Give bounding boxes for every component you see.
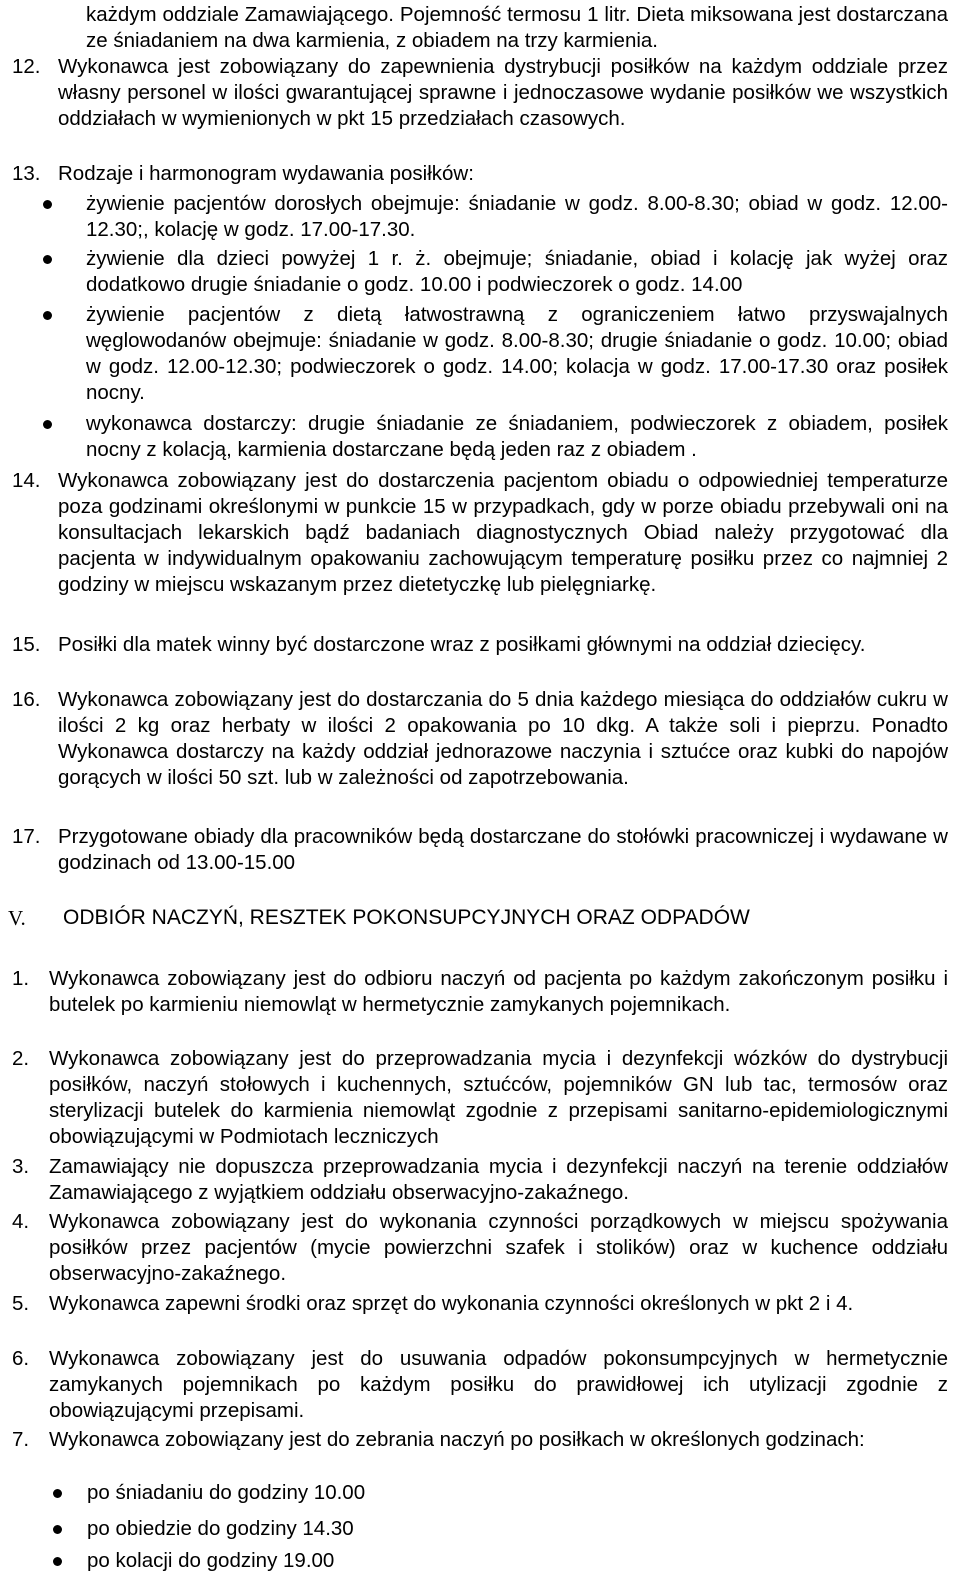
bullet-text: żywienie dla dzieci powyżej 1 r. ż. obejmuje; śniadanie, obiad i kolację jak wyżej oraz dodatkowo drugie śniadanie o godz. 10.00 i podwieczorek o godz. 14.00 [86, 247, 948, 296]
bullet-icon [43, 200, 52, 209]
item-number: 16. [12, 688, 41, 711]
item-number: 17. [12, 825, 41, 848]
bullet-icon [53, 1525, 62, 1534]
item-number: 12. [12, 55, 41, 78]
item-number: 6. [12, 1347, 30, 1370]
bullet-icon [43, 255, 52, 264]
bullet-text: po kolacji do godziny 19.00 [87, 1549, 335, 1572]
item-text: Wykonawca zobowiązany jest do usuwania odpadów pokonsumpcyjnych w hermetycznie zamykanych pojemnikach po każdym posiłku do prawidłowej ich utylizacji zgodnie z obowiązującymi przepisami. [49, 1347, 948, 1422]
item-text: Wykonawca zobowiązany jest do zebrania naczyń po posiłkach w określonych godzinach: [49, 1428, 865, 1451]
item-text: Wykonawca zobowiązany jest do dostarczenia pacjentom obiadu o odpowiedniej temperaturze poza godzinami określonymi w punkcie 15 w przypadkach, gdy w porze obiadu przebywali oni na konsultacjach lekarskich bądź badaniach diagnostycznych Obiad należy przygotować dla pacjenta w indywidualnym opakowaniu zachowującym temperaturę posiłku przez co najmniej 2 godziny w miejscu wskazanym przez dietetyczkę lub pielęgniarkę. [58, 469, 948, 596]
bullet-icon [53, 1489, 62, 1498]
bullet-icon [53, 1557, 62, 1566]
item-number: 5. [12, 1292, 30, 1315]
item-number: 14. [12, 469, 41, 492]
section-number: V. [8, 906, 26, 930]
item-text: Posiłki dla matek winny być dostarczone wraz z posiłkami głównymi na oddział dziecięcy. [58, 633, 866, 656]
bullet-icon [43, 420, 52, 429]
item-text: Wykonawca zobowiązany jest do odbioru naczyń od pacjenta po każdym zakończonym posiłku i butelek po karmieniu niemowląt w hermetycznie zamykanych pojemnikach. [49, 967, 948, 1016]
item-number: 7. [12, 1428, 30, 1451]
bullet-text: po śniadaniu do godziny 10.00 [87, 1481, 366, 1504]
bullet-icon [43, 311, 52, 320]
item-text: Przygotowane obiady dla pracowników będą dostarczane do stołówki pracowniczej i wydawane w godzinach od 13.00-15.00 [58, 825, 948, 874]
item-text: Wykonawca zobowiązany jest do wykonania czynności porządkowych w miejscu spożywania posiłków przez pacjentów (mycie powierzchni szafek i stolików) oraz w kuchence oddziału obserwacyjno-zakaźnego. [49, 1210, 948, 1285]
item-number: 15. [12, 633, 41, 656]
item-text: Zamawiający nie dopuszcza przeprowadzania mycia i dezynfekcji naczyń na terenie oddziałów Zamawiającego z wyjątkiem oddziału obserwacyjno-zakaźnego. [49, 1155, 948, 1204]
item-number: 2. [12, 1047, 30, 1070]
item-text: Wykonawca jest zobowiązany do zapewnienia dystrybucji posiłków na każdym oddziale przez własny personel w ilości gwarantującej sprawne i jednoczasowe wydanie posiłków we wszystkich oddziałach w wymienionych w pkt 15 przedziałach czasowych. [58, 55, 948, 130]
item-number: 4. [12, 1210, 30, 1233]
bullet-text: po obiedzie do godziny 14.30 [87, 1517, 354, 1540]
item-text: Wykonawca zobowiązany jest do dostarczania do 5 dnia każdego miesiąca do oddziałów cukru w ilości 2 kg oraz herbaty w ilości 2 opakowania po 10 dkg. A także soli i pieprzu. Ponadto Wykonawca dostarczy na każdy oddział jednorazowe naczynia i sztućce oraz kubki do napojów gorących w ilości 50 szt. lub w zależności od zapotrzebowania. [58, 688, 948, 789]
item-number: 13. [12, 162, 41, 185]
item-text: Rodzaje i harmonogram wydawania posiłków: [58, 162, 474, 185]
item-text: Wykonawca zapewni środki oraz sprzęt do wykonania czynności określonych w pkt 2 i 4. [49, 1292, 854, 1315]
paragraph-text: każdym oddziale Zamawiającego. Pojemność termosu 1 litr. Dieta miksowana jest dostarczana ze śniadaniem na dwa karmienia, z obiadem na trzy karmienia. [86, 3, 948, 52]
bullet-text: żywienie pacjentów dorosłych obejmuje: śniadanie w godz. 8.00-8.30; obiad w godz. 12.00-12.30;, kolację w godz. 17.00-17.30. [86, 192, 948, 241]
bullet-text: żywienie pacjentów z dietą łatwostrawną z ograniczeniem łatwo przyswajalnych węglowodanów obejmuje: śniadanie w godz. 8.00-8.30; drugie śniadanie o godz. 10.00; obiad w godz. 12.00-12.30; podwieczorek o godz. 14.00; kolacja w godz. 17.00-17.30 oraz posiłek nocny. [86, 303, 948, 404]
bullet-text: wykonawca dostarczy: drugie śniadanie ze śniadaniem, podwieczorek z obiadem, posiłek nocny z kolacją, karmienia dostarczane będą jeden raz z obiadem . [86, 412, 948, 461]
item-number: 3. [12, 1155, 30, 1178]
item-number: 1. [12, 967, 30, 990]
section-title: ODBIÓR NACZYŃ, RESZTEK POKONSUPCYJNYCH ORAZ ODPADÓW [63, 906, 750, 929]
item-text: Wykonawca zobowiązany jest do przeprowadzania mycia i dezynfekcji wózków do dystrybucji posiłków, naczyń stołowych i kuchennych, sztućców, pojemników GN lub tac, termosów oraz sterylizacji butelek do karmienia niemowląt zgodnie z przepisami sanitarno-epidemiologicznymi obowiązującymi w Podmiotach leczniczych [49, 1047, 948, 1148]
